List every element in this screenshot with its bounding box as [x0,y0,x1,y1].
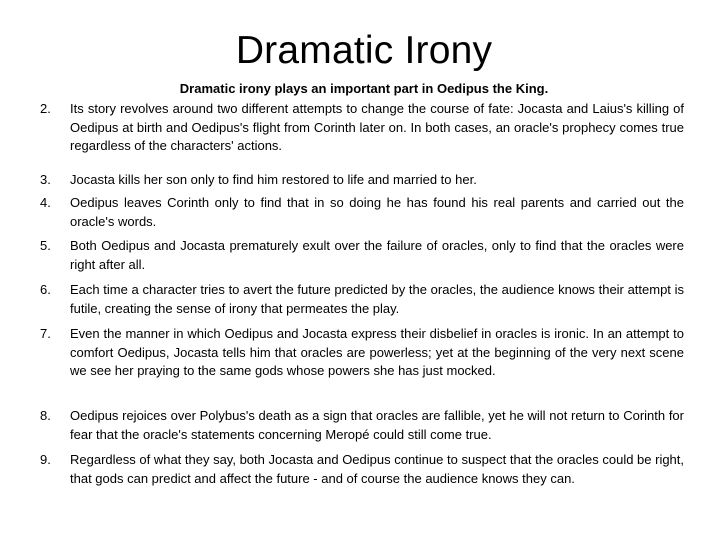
list-item-number: 3. [40,172,51,187]
list-item-text: Both Oedipus and Jocasta prematurely exult over the failure of oracles, only to find that the oracles were right after all. [70,238,684,272]
list-item-text: Its story revolves around two different attempts to change the course of fate: Jocasta and Laius's killing of Oedipus at birth and Oedipus's flight from Corinth later on. In both cases, an oracle's prophecy comes true regardless of the characters' actions. [70,101,684,154]
list-item-text: Each time a character tries to avert the future predicted by the oracles, the audience knows their attempt is futile, creating the sense of irony that permeates the play. [70,282,684,316]
list-item-text: Jocasta kills her son only to find him restored to life and married to her. [70,172,477,187]
list-item-number: 4. [40,195,51,210]
slide-title: Dramatic Irony [235,29,493,72]
slide-subtitle: Dramatic irony plays an important part in Oedipus the King. [179,81,549,96]
list-item-number: 6. [40,282,51,297]
list-item-text: Even the manner in which Oedipus and Jocasta express their disbelief in oracles is ironic. In an attempt to comfort Oedipus, Jocasta tells him that oracles are powerless; yet at the beginning of the very next scene we see her praying to the same gods whose powers she has just mocked. [70,326,684,379]
list-item-text: Oedipus leaves Corinth only to find that in so doing he has found his real parents and carried out the oracle's words. [70,195,684,229]
list-item-number: 8. [40,408,51,423]
list-item-number: 7. [40,326,51,341]
list-item-text: Oedipus rejoices over Polybus's death as a sign that oracles are fallible, yet he will not return to Corinth for fear that the oracle's statements concerning Meropé could still come true. [70,408,684,442]
list-item-number: 5. [40,238,51,253]
list-item-text: Regardless of what they say, both Jocasta and Oedipus continue to suspect that the oracles could be right, that gods can predict and affect the future - and of course the audience knows they can. [70,452,685,486]
list-item-number: 2. [40,101,51,116]
list-item-number: 9. [40,452,51,467]
